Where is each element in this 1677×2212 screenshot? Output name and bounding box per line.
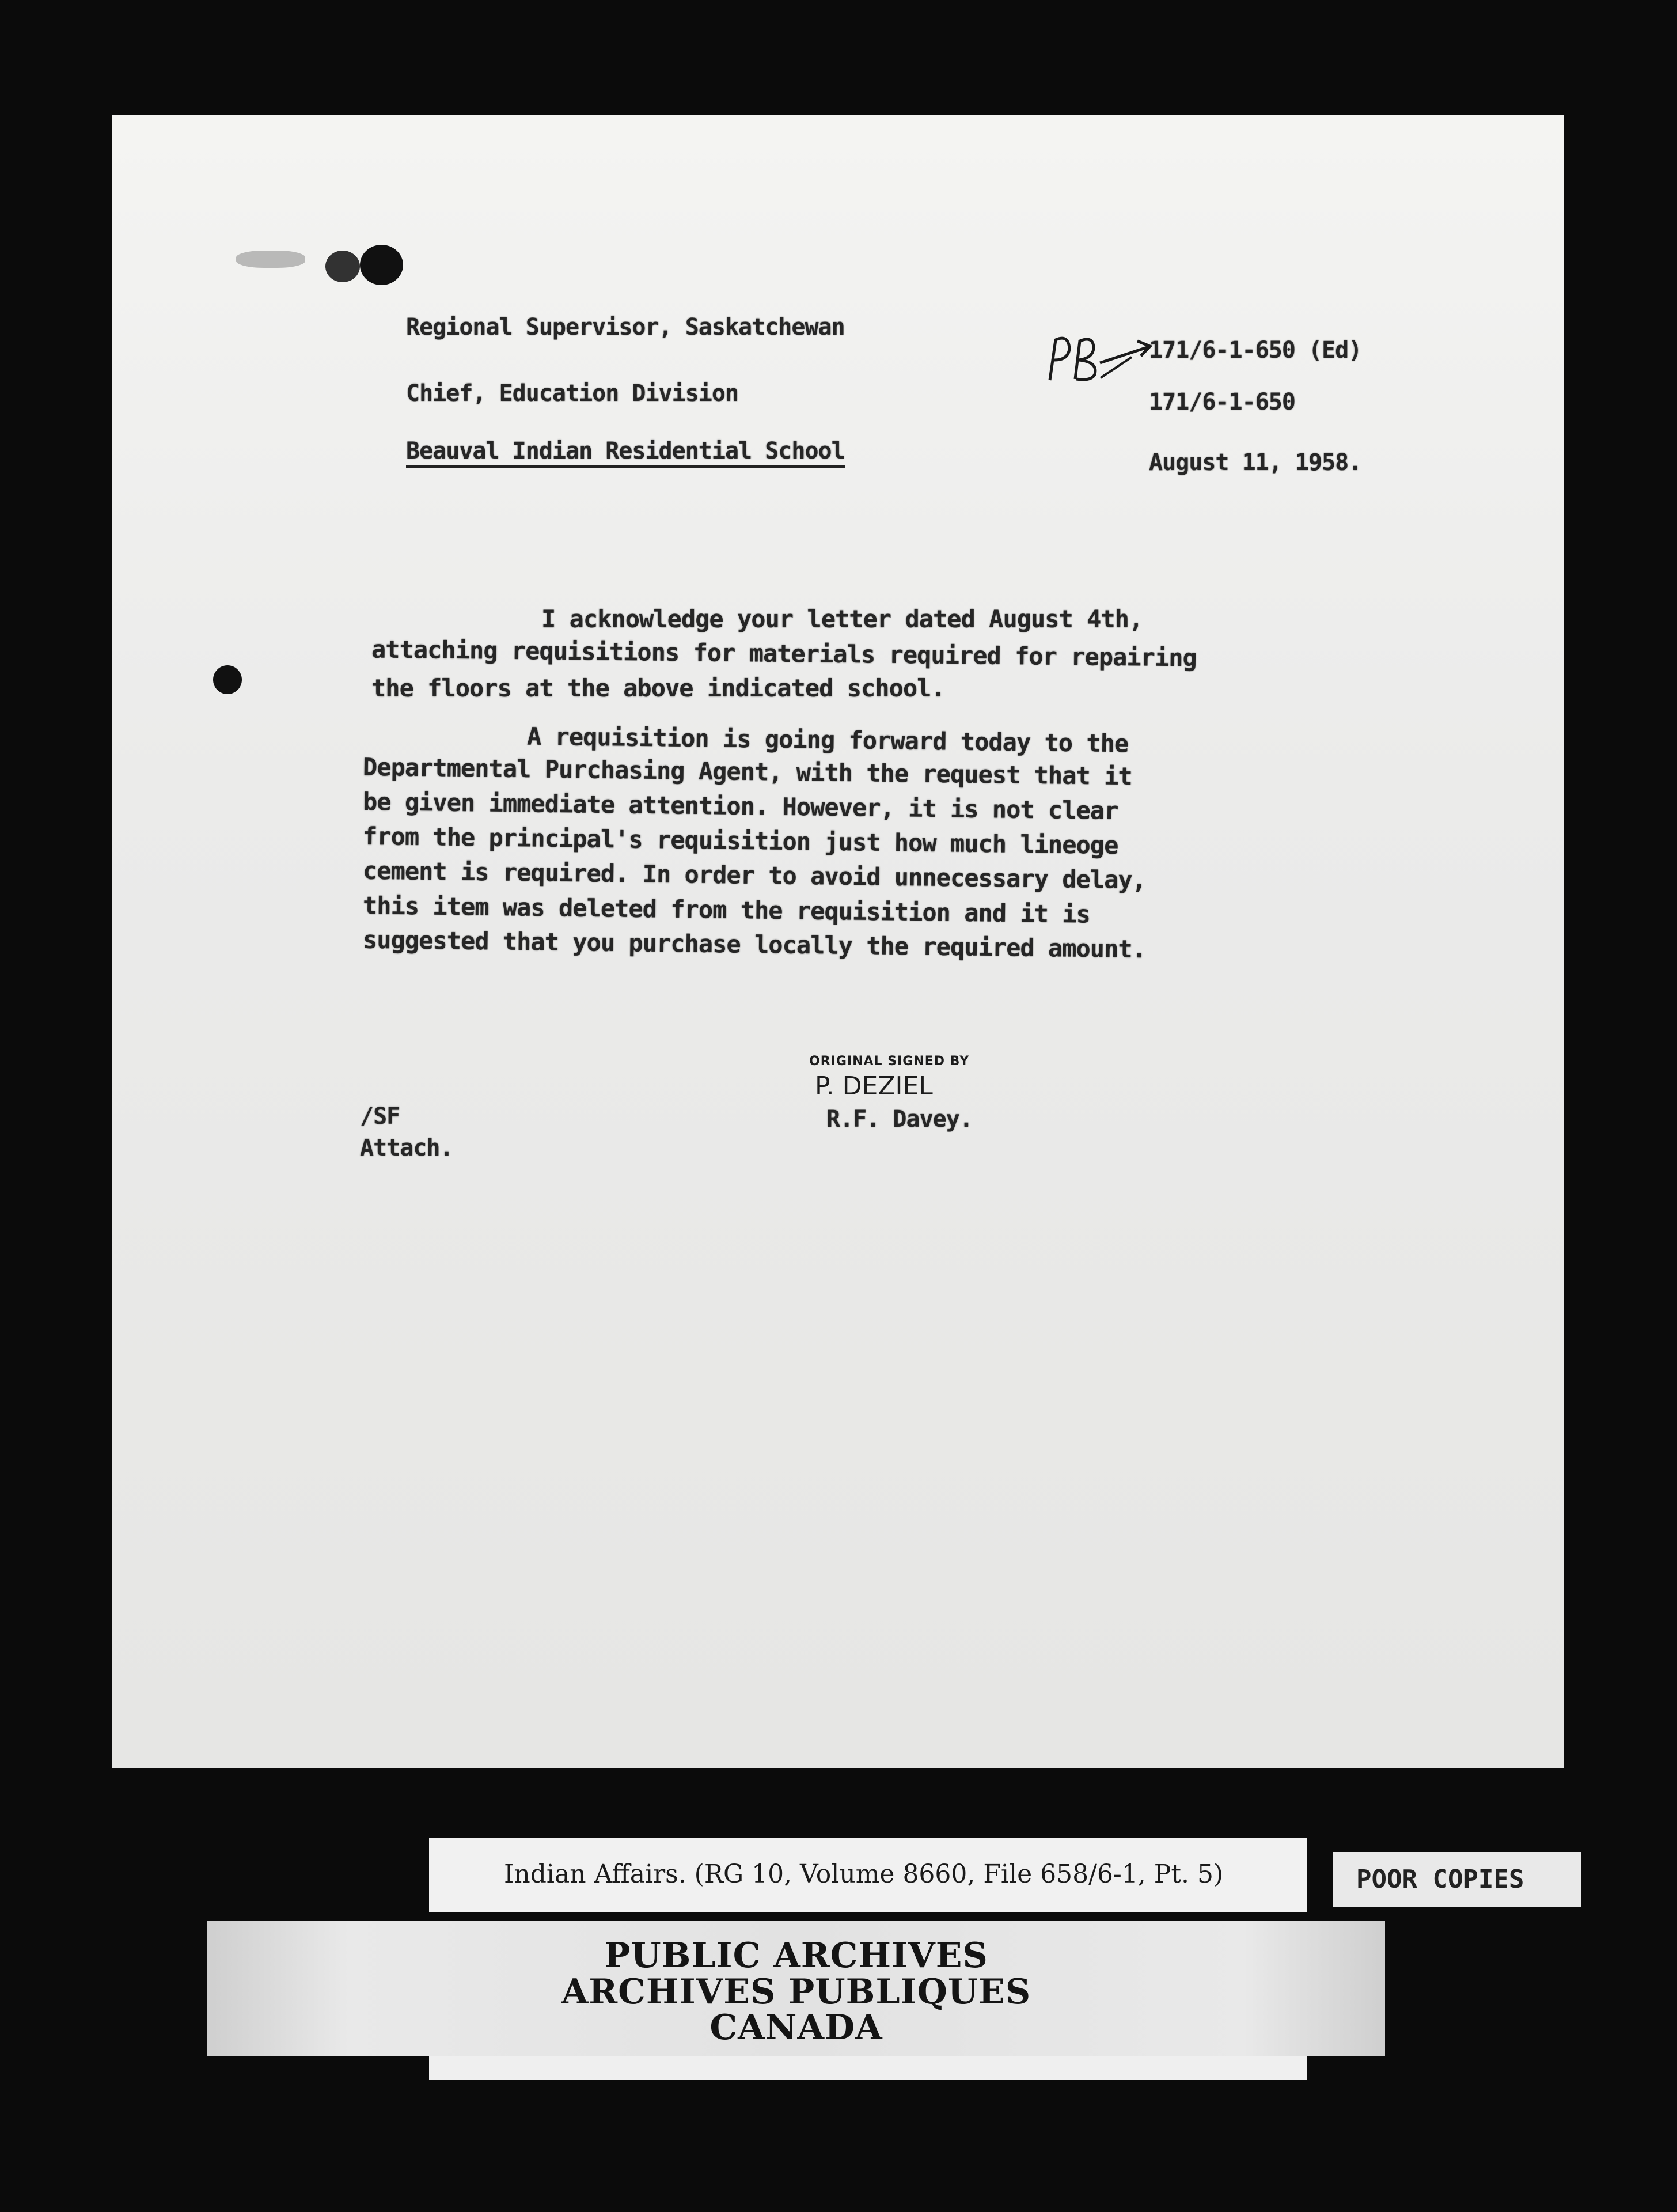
sender-line: Chief, Education Division	[406, 380, 739, 407]
paragraph-2-line: from the principal's requisition just how much lineoge	[362, 821, 1118, 860]
original-signed-stamp-heading: ORIGINAL SIGNED BY	[809, 1054, 970, 1069]
archives-line-3: CANADA	[709, 2008, 883, 2048]
letter-date: August 11, 1958.	[1149, 449, 1362, 476]
archives-line-1: PUBLIC ARCHIVES	[604, 1936, 988, 1976]
paragraph-1-line: the floors at the above indicated school.	[371, 674, 945, 702]
file-reference-primary: 171/6-1-650 (Ed)	[1149, 337, 1362, 363]
poor-copies-text: POOR COPIES	[1356, 1865, 1524, 1894]
typist-initials: /SF	[360, 1103, 400, 1130]
paragraph-2-line: suggested that you purchase locally the required amount.	[362, 925, 1147, 964]
public-archives-band	[207, 1921, 1385, 2056]
subject-line: Beauval Indian Residential School	[406, 438, 845, 468]
ink-blot	[325, 251, 360, 282]
original-signed-stamp-name: P. DEZIEL	[815, 1071, 933, 1101]
paragraph-2-line: be given immediate attention. However, it is not clear	[362, 787, 1118, 825]
archives-line-2: ARCHIVES PUBLIQUES	[561, 1972, 1031, 2012]
document-page	[112, 115, 1564, 1768]
archive-label-base	[429, 2056, 1307, 2080]
archive-reference-strip	[429, 1838, 1307, 1912]
poor-copies-label	[1333, 1852, 1581, 1907]
handwritten-initials	[1045, 328, 1160, 392]
archive-reference: Indian Affairs. (RG 10, Volume 8660, File 658/6-1, Pt. 5)	[504, 1859, 1224, 1889]
ink-blot	[236, 251, 305, 268]
paragraph-2-line: A requisition is going forward today to the	[526, 722, 1129, 758]
signatory-name: R.F. Davey.	[826, 1106, 973, 1132]
attachment-note: Attach.	[360, 1135, 453, 1161]
paragraph-2-line: this item was deleted from the requisition and it is	[362, 891, 1091, 929]
ink-blot	[213, 665, 242, 694]
file-reference-secondary: 171/6-1-650	[1149, 389, 1295, 415]
recipient-line: Regional Supervisor, Saskatchewan	[406, 314, 845, 340]
paragraph-2-line: Departmental Purchasing Agent, with the request that it	[362, 752, 1132, 791]
paragraph-2-line: cement is required. In order to avoid unnecessary delay,	[362, 856, 1147, 895]
ink-blot	[360, 245, 403, 285]
paragraph-1-line: attaching requisitions for materials required for repairing	[371, 635, 1197, 672]
paragraph-1-line: I acknowledge your letter dated August 4th,	[541, 605, 1143, 633]
